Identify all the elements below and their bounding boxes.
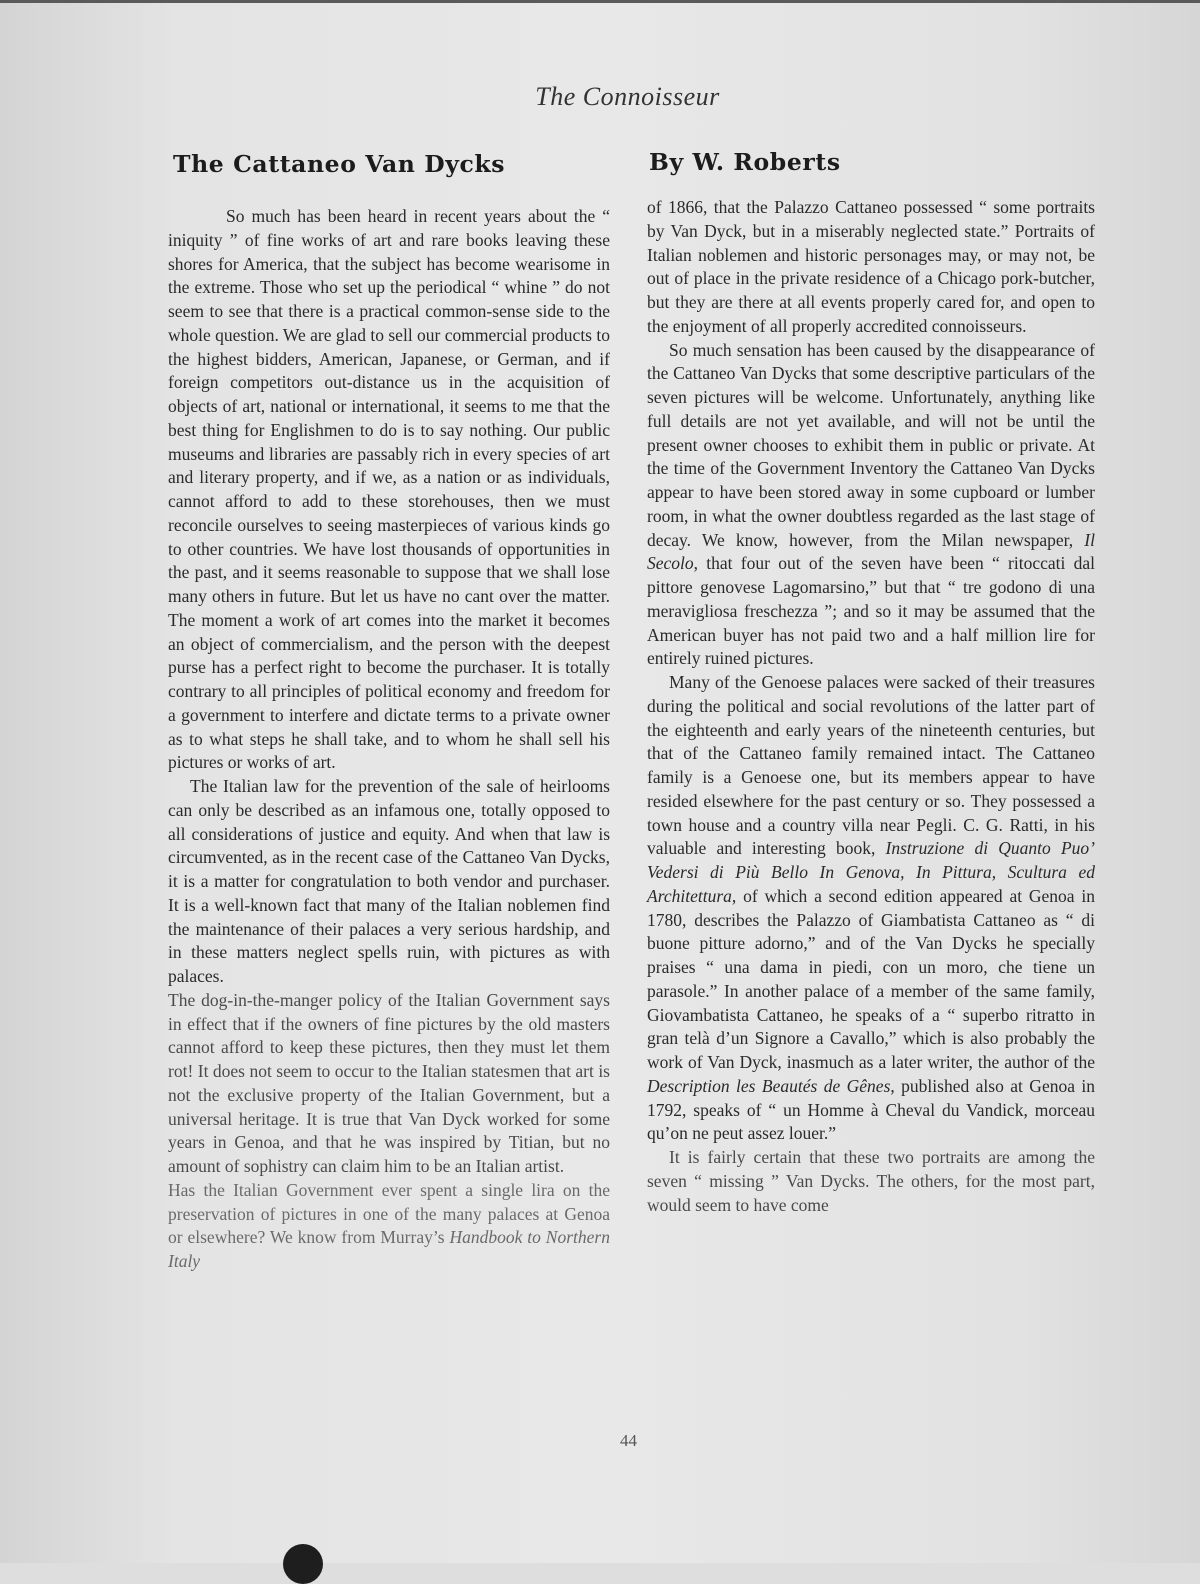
paragraph: The Italian law for the prevention of the sale of heirlooms can only be described as an infamous one, totally opposed to all considerations of justice and equity. And when that law is circumvented, as in the recent case of the Cattaneo Van Dycks, it is a matter for congratulation to both vendor and purchaser. It is a well-known fact that many of the Italian noblemen find the maintenance of their palaces a very serious hardship, and in these matters neglect spells ruin, with pictures as with palaces.: [168, 776, 610, 986]
paragraph-text: Many of the Genoese palaces were sacked of their treasures during the political and social revolutions of the latter part of the eighteenth and early years of the nineteenth centuries, but that of the Cattaneo family remained intact. The Cattaneo family is a Genoese one, but its members appear to have resided elsewhere for the past century or so. They possessed a town house and a country villa near Pegli. C. G. Ratti, in his valuable and interesting book,: [647, 672, 1095, 859]
right-column-text: [647, 196, 1095, 1217]
paragraph-text: , published also at Genoa in 1792, speaks of “ un Homme à Cheval du Vandick, morceau qu’on ne peut assez louer.”: [647, 1075, 1096, 1144]
paragraph-text: Has the Italian Government ever spent a single lira on the preservation of pictures in one of the many palaces at Genoa or elsewhere? We know from Murray’s: [168, 1179, 610, 1248]
paragraph: It is fairly certain that these two portraits are among the seven “ missing ” Van Dycks. The others, for the most part, would seem to have come: [647, 1147, 1095, 1215]
paragraph-text: So much sensation has been caused by the disappearance of the Cattaneo Van Dycks that some descriptive particulars of the seven pictures will be welcome. Unfortunately, anything like full details are not yet available, and will not be until the present owner chooses to exhibit them in public or private. At the time of the Government Inventory the Cattaneo Van Dycks appear to have been stored away in some cupboard or lumber room, in what the owner doubtless regarded as the last stage of decay. We know, however, from the Milan newspaper,: [647, 339, 1095, 550]
byline: By W. Roberts: [649, 148, 841, 176]
paragraph: [647, 339, 1095, 672]
paragraph-text: , that four out of the seven have been “ ritoccati dal pittore genovese Lagomarsino,” but that “ tre godono di una meravigliosa freschezza ”; and so it may be assumed that the American buyer has not paid two and a half million lire for entirely ruined pictures.: [647, 553, 1095, 669]
paragraph: [647, 671, 1095, 1146]
paragraph: The dog-in-the-manger policy of the Italian Government says in effect that if the owners of fine pictures by the old masters cannot afford to keep these pictures, then they must let them rot! It does not seem to occur to the Italian statesmen that art is not the exclusive property of the Italian Government, but a universal heritage. It is true that Van Dyck worked for some years in Genoa, and that he was inspired by Titian, but no amount of sophistry can claim him to be an Italian artist.: [168, 989, 610, 1176]
book-title-italic: Handbook to Northern Italy: [168, 1227, 610, 1271]
ink-smudge: [283, 1544, 323, 1584]
article-title: The Cattaneo Van Dycks: [173, 150, 506, 178]
right-column: [647, 148, 1095, 1217]
page-number: 44: [620, 1431, 637, 1450]
newspaper-title-italic: Il Secolo: [647, 529, 1095, 574]
paragraph: of 1866, that the Palazzo Cattaneo possessed “ some portraits by Van Dyck, but in a miserably neglected state.” Portraits of Italian noblemen and historic personages may, or may not, be out of place in the private residence of a Chicago pork-butcher, but they are there at all events properly cared for, and open to the enjoyment of all properly accredited connoisseurs.: [647, 197, 1095, 336]
paragraph-text: , of which a second edition appeared at Genoa in 1780, describes the Palazzo of Giambatista Cattaneo as “ di buone pitture adorno,” and of the Van Dycks he specially praises “ una dama in piedi, con un moro, che tiene un parasole.” In another palace of a member of the same family, Giovambatista Cattaneo, he speaks of a “ superbo ritratto in gran telà d’un Signore a Cavallo,” which is also probably the work of Van Dyck, inasmuch as a later writer, the author of the: [647, 885, 1095, 1072]
paragraph: [168, 1179, 610, 1274]
book-title-italic: Description les Beautés de Gênes: [647, 1075, 891, 1096]
left-column-text: [168, 205, 610, 1274]
left-column: [168, 148, 610, 1274]
paragraph: So much has been heard in recent years about the “ iniquity ” of fine works of art and rare books leaving these shores for America, that the subject has become wearisome in the extreme. Those who set up the periodical “ whine ” do not seem to see that there is a practical common-sense side to the whole question. We are glad to sell our commercial products to the highest bidders, American, Japanese, or German, and if foreign competitors out-distance us in the acquisition of objects of art, national or international, it seems to me that the best thing for Englishmen to do is to say nothing. Our public museums and libraries are passably rich in every species of art and literary property, and if we, as a nation or as individuals, cannot afford to add to these storehouses, then we must reconcile ourselves to seeing masterpieces of various kinds go to other countries. We have lost thousands of opportunities in the past, and it seems reasonable to suppose that we shall lose many others in future. But let us have no cant over the matter. The moment a work of art comes into the market it becomes an object of commercialism, and the person with the deepest purse has a perfect right to become the purchaser. It is totally contrary to all principles of political economy and freedom for a government to interfere and dictate terms to a private owner as to what steps he shall take, and to whom he shall sell his pictures or works of art.: [168, 206, 610, 773]
book-title-italic: Instruzione di Quanto Puo’ Vedersi di Più Bello In Genova, In Pittura, Scultura ed Architettura: [647, 838, 1095, 906]
running-head: The Connoisseur: [535, 82, 720, 111]
page-top-edge: [0, 0, 1200, 3]
